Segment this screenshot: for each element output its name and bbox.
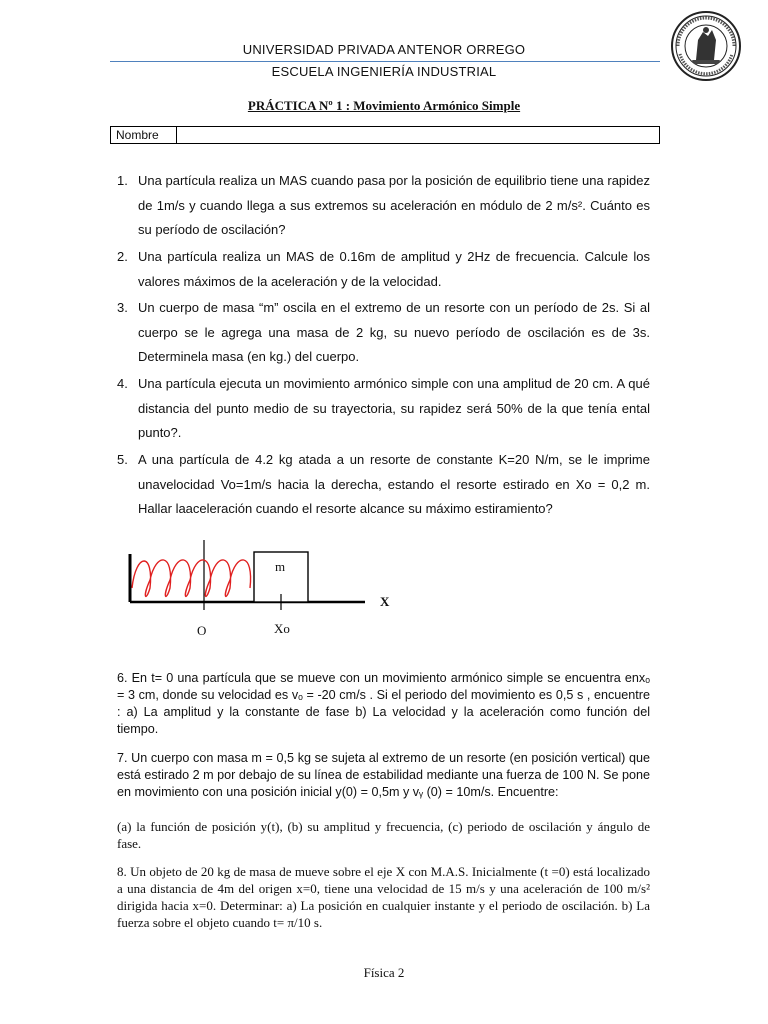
- xo-label: Xo: [274, 621, 290, 636]
- question-7-parts: (a) la función de posición y(t), (b) su amplitud y frecuencia, (c) periodo de oscilación y ángulo de fase.: [117, 819, 650, 851]
- university-name: UNIVERSIDAD PRIVADA ANTENOR ORREGO: [242, 42, 526, 57]
- spring-mass-figure: [120, 540, 420, 650]
- header-rule: [110, 61, 660, 62]
- question-6: 6. En t= 0 una partícula que se mueve con un movimiento armónico simple se encuentra enxₒ = 3 cm, donde su velocidad es vₒ = -20 cm/s . Si el periodo del movimiento es 0,5 s , encuentre : a) La amplitud y la constante de fase b) La velocidad y la aceleración como función del tiempo.: [117, 671, 650, 736]
- x-axis-label: X: [380, 594, 390, 609]
- name-field[interactable]: [177, 127, 659, 143]
- spring: [132, 560, 251, 597]
- question-number: 4.: [117, 376, 128, 391]
- page-title: PRÁCTICA Nº 1 : Movimiento Armónico Simple: [247, 98, 521, 113]
- footer: Física 2: [363, 965, 405, 980]
- question-text: A una partícula de 4.2 kg atada a un resorte de constante K=20 N/m, se le imprime unavelocidad Vo=1m/s hacia la derecha, estando el resorte estirado en Xo = 0,2 m. Hallar laaceleración cuando el resorte alcance su máximo estiramiento?: [138, 452, 650, 516]
- question-number: 3.: [117, 300, 128, 315]
- question-4: [117, 372, 650, 446]
- question-7: 7. Un cuerpo con masa m = 0,5 kg se sujeta al extremo de un resorte (en posición vertical) que está estirado 2 m por debajo de su línea de estabilidad mediante una fuerza de 100 N. Se pone en movimiento con una posición inicial y(0) = 0,5m y vᵧ (0) = 10m/s. Encuentre:: [117, 751, 650, 799]
- question-text: Una partícula ejecuta un movimiento armónico simple con una amplitud de 20 cm. A qué distancia del punto medio de su trayectoria, su rapidez será 50% de la que tenía ental punto?.: [138, 376, 650, 440]
- name-label: Nombre: [111, 127, 177, 143]
- question-text: Una partícula realiza un MAS de 0.16m de amplitud y 2Hz de frecuencia. Calcule los valores máximos de la aceleración y de la velocidad.: [138, 249, 650, 289]
- origin-label: O: [197, 623, 207, 638]
- question-text: Un cuerpo de masa “m” oscila en el extremo de un resorte con un período de 2s. Si al cuerpo se le agrega una masa de 2 kg, su nuevo período de oscilación es de 3s. Determinela masa (en kg.) del cuerpo.: [138, 300, 650, 364]
- name-table: [110, 126, 660, 144]
- question-5: [117, 448, 650, 522]
- question-8: 8. Un objeto de 20 kg de masa de mueve sobre el eje X con M.A.S. Inicialmente (t =0) está localizado a una distancia de 4m del origen x=0, tiene una velocidad de 15 m/s y una aceleración de 100 m/s² dirigida hacia x=0. Determinar: a) La posición en cualquier instante y el periodo de oscilación. b) La fuerza sobre el objeto cuando t= π/10 s.: [117, 864, 650, 930]
- mass-label: m: [275, 559, 286, 574]
- question-number: 1.: [117, 173, 128, 188]
- question-number: 5.: [117, 452, 128, 467]
- question-3: [117, 296, 650, 370]
- question-1: [117, 169, 650, 243]
- question-2: [117, 245, 650, 294]
- question-text: Una partícula realiza un MAS cuando pasa por la posición de equilibrio tiene una rapidez de 1m/s y cuando llega a sus extremos su aceleración en módulo de 2 m/s². Cuánto es su período de oscilación?: [138, 173, 650, 237]
- university-seal-icon: [670, 10, 742, 82]
- school-name: ESCUELA INGENIERÍA INDUSTRIAL: [271, 64, 497, 79]
- question-number: 2.: [117, 249, 128, 264]
